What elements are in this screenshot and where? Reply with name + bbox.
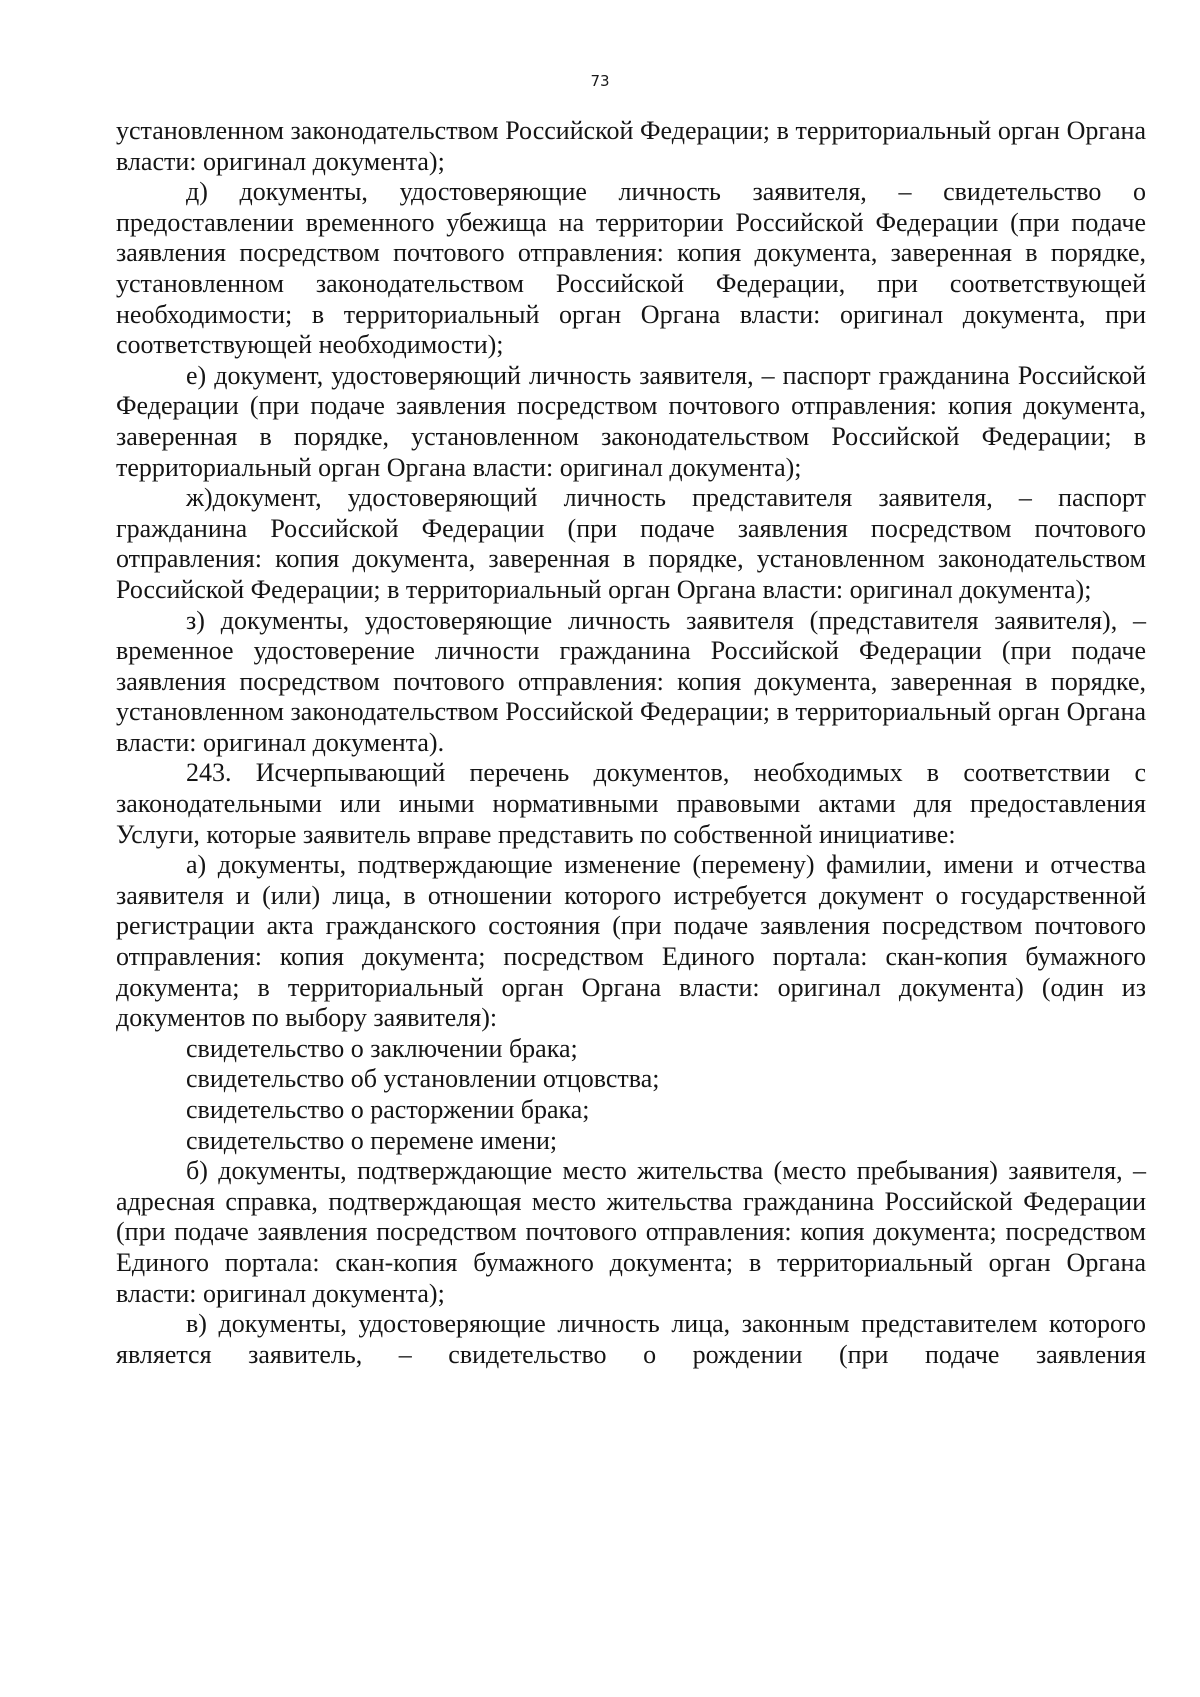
paragraph-item-v: в) документы, удостоверяющие личность лица, законным представителем которого является заявитель, – свидетельство о рождении (при подаче заявления [116, 1309, 1146, 1369]
list-item-paternity: свидетельство об установлении отцовства; [186, 1064, 660, 1094]
document-body [116, 116, 1146, 1370]
paragraph-item-e: е) документ, удостоверяющий личность заявителя, – паспорт гражданина Российской Федерации (при подаче заявления посредством почтового отправления: копия документа, заверенная в порядке, установленном законодательством Российской Федерации; в территориальный орган Органа власти: оригинал документа); [116, 360, 1146, 482]
page-number: 73 [590, 72, 610, 90]
paragraph-item-z: з) документы, удостоверяющие личность заявителя (представителя заявителя), – временное удостоверение личности гражданина Российской Федерации (при подаче заявления посредством почтового отправления: копия документа, заверенная в порядке, установленном законодательством Российской Федерации; в территориальный орган Органа власти: оригинал документа). [116, 605, 1146, 757]
list-item-divorce: свидетельство о расторжении брака; [186, 1095, 590, 1124]
paragraph-continuation: установленном законодательством Российской Федерации; в территориальный орган Органа власти: оригинал документа); [116, 116, 1146, 176]
paragraph-item-a: а) документы, подтверждающие изменение (перемену) фамилии, имени и отчества заявителя и (или) лица, в отношении которого истребуется документ о государственной регистрации акта гражданского состояния (при подаче заявления посредством почтового отправления: копия документа; посредством Единого портала: скан-копия бумажного документа; в территориальный орган Органа власти: оригинал документа) (один из документов по выбору заявителя): [116, 850, 1146, 1033]
paragraph-243: 243. Исчерпывающий перечень документов, необходимых в соответствии с законодательными или иными нормативными правовыми актами для предоставления Услуги, которые заявитель вправе представить по собственной инициативе: [116, 758, 1146, 849]
paragraph-item-b: б) документы, подтверждающие место жительства (место пребывания) заявителя, – адресная справка, подтверждающая место жительства гражданина Российской Федерации (при подаче заявления посредством почтового отправления: копия документа; посредством Единого портала: скан-копия бумажного документа; в территориальный орган Органа власти: оригинал документа); [116, 1156, 1146, 1308]
list-item-marriage: свидетельство о заключении брака; [186, 1033, 578, 1063]
list-item-name-change: свидетельство о перемене имени; [186, 1125, 558, 1155]
paragraph-item-d: д) документы, удостоверяющие личность заявителя, – свидетельство о предоставлении временного убежища на территории Российской Федерации (при подаче заявления посредством почтового отправления: копия документа, заверенная в порядке, установленном законодательством Российской Федерации, при соответствующей необходимости; в территориальный орган Органа власти: оригинал документа, при соответствующей необходимости); [116, 177, 1146, 360]
paragraph-item-zh: ж)документ, удостоверяющий личность представителя заявителя, – паспорт гражданина Российской Федерации (при подаче заявления посредством почтового отправления: копия документа, заверенная в порядке, установленном законодательством Российской Федерации; в территориальный орган Органа власти: оригинал документа); [116, 483, 1146, 604]
